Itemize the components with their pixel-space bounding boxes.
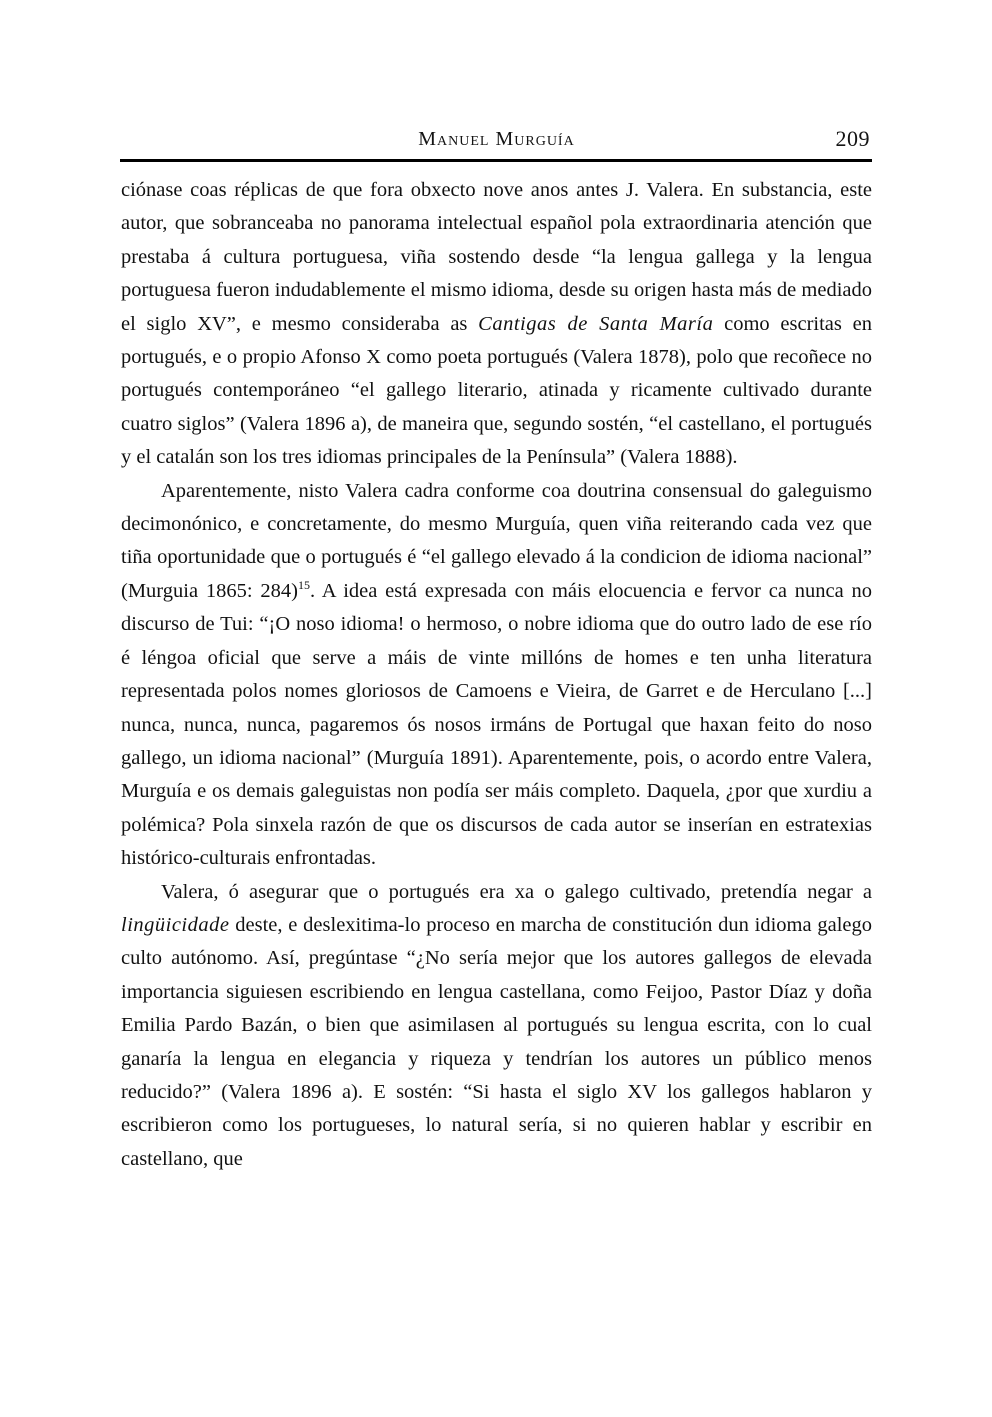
page-header [121,128,872,158]
running-title: Manuel Murguía [418,128,575,150]
text-run: deste, e deslexitima-lo proceso en marcha de constitución dun idioma galego culto autónomo. Así, pregúntase “¿No sería mejor que los autores gallegos de elevada importancia siguiesen escribiendo en lengua castellana, como Feijoo, Pastor Díaz y doña Emilia Pardo Bazán, o bien que asimilasen al portugués su lengua escrita, con lo cual ganaría la lengua en elegancia y riqueza y tendrían los autores un público menos reducido?” (Valera 1896 a). E sostén: “Si hasta el siglo XV los gallegos hablaron y escribieron como los portugueses, lo natural sería, si no quieren hablar y escribir en castellano, que [121,913,872,1170]
text-run: . A idea está expresada con máis elocuencia e fervor ca nunca no discurso de Tui: “¡O noso idioma! o hermoso, o nobre idioma que do outro lado de ese río é léngoa oficial que serve a máis de vinte millóns de homes e ten unha literatura representada polos nomes gloriosos de Camoens e Vieira, de Garret e de Herculano [...] nunca, nunca, nunca, pagaremos ós nosos irmáns de Portugal que haxan feito do noso gallego, un idioma nacional” (Murguía 1891). Aparentemente, pois, o acordo entre Valera, Murguía e os demais galeguistas non podía ser máis completo. Daquela, ¿por que xurdiu a polémica? Pola sinxela razón de que os discursos de cada autor se inserían en estratexias histórico-culturais enfrontadas. [121,579,872,870]
italic-text: Cantigas de Santa María [478,312,714,335]
text-run: ciónase coas réplicas de que fora obxecto nove anos antes J. Valera. En substancia, este autor, que sobranceaba no panorama intelectual español pola extraordinaria atención que prestaba á cultura portuguesa, viña sostendo desde “la lengua gallega y la lengua portuguesa fueron indudablemente el mismo idioma, desde su origen hasta más de mediado el siglo XV”, e mesmo consideraba as [121,179,872,335]
text-run: como escritas en portugués, e o propio Afonso X como poeta portugués (Valera 1878), polo que recoñece no portugués contemporáneo “el gallego literario, atinada y ricamente cultivado durante cuatro siglos” (Valera 1896 a), de maneira que, segundo sostén, “el castellano, el portugués y el catalán son los tres idiomas principales de la Península” (Valera 1888). [121,312,872,469]
text-run: Valera, ó asegurar que o portugués era xa o galego cultivado, pretendía negar a [161,880,872,903]
paragraph [121,876,872,1177]
text-run: Aparentemente, nisto Valera cadra conforme coa doutrina consensual do galeguismo decimonónico, e concretamente, do mesmo Murguía, quen viña reiterando cada vez que tiña oportunidade que o portugués é “el gallego elevado á la condicion de idioma nacional” (Murguia 1865: 284) [121,479,872,602]
page-number: 209 [835,126,870,151]
paragraph [121,174,872,475]
header-rule [120,159,872,162]
body-text [121,174,872,1176]
italic-text: lingüicidade [121,913,230,936]
paragraph [121,475,872,876]
footnote-marker: 15 [297,578,310,593]
